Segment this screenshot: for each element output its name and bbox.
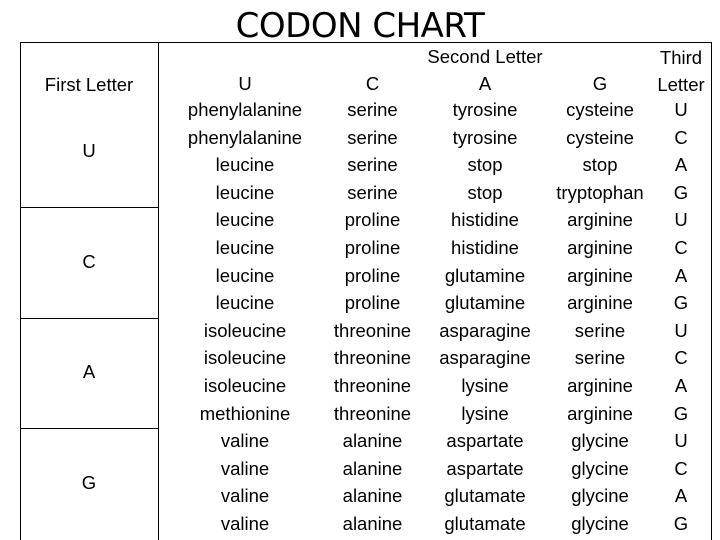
- amino-acid-cell: arginine: [567, 237, 633, 258]
- third-letter-cell: G: [673, 402, 689, 424]
- amino-acid-cell: valine: [220, 485, 270, 507]
- column-header-u: U: [238, 73, 252, 94]
- amino-acid-cell: arginine: [567, 292, 633, 314]
- amino-acid-cell: valine: [220, 430, 270, 452]
- amino-acid-cell: alanine: [342, 513, 403, 534]
- third-letter-cell: U: [674, 430, 688, 452]
- amino-acid-cell: threonine: [333, 319, 412, 341]
- amino-acid-cell: leucine: [215, 209, 275, 231]
- amino-acid-cell: arginine: [567, 209, 633, 231]
- third-letter-cell: C: [674, 126, 688, 148]
- amino-acid-cell: phenylalanine: [187, 126, 303, 148]
- amino-acid-cell: serine: [347, 126, 398, 148]
- amino-acid-cell: isoleucine: [203, 319, 287, 341]
- amino-acid-cell: valine: [220, 457, 270, 479]
- amino-acid-cell: isoleucine: [203, 347, 287, 369]
- amino-acid-cell: threonine: [333, 402, 412, 424]
- third-letter-cell: G: [673, 181, 689, 203]
- amino-acid-cell: phenylalanine: [187, 99, 303, 120]
- first-letter-a: A: [82, 361, 96, 383]
- amino-acid-cell: arginine: [567, 402, 633, 424]
- group-divider-a-g: [20, 428, 159, 429]
- amino-acid-cell: valine: [220, 513, 270, 534]
- amino-acid-cell: alanine: [342, 457, 403, 479]
- amino-acid-cell: aspartate: [446, 457, 524, 479]
- amino-acid-cell: serine: [574, 347, 626, 369]
- third-letter-cell: A: [674, 264, 688, 286]
- amino-acid-cell: leucine: [215, 154, 275, 176]
- first-letter-divider: [158, 42, 159, 540]
- group-divider-c-a: [20, 318, 159, 319]
- amino-acid-cell: threonine: [333, 347, 412, 369]
- amino-acid-cell: glutamate: [444, 513, 526, 534]
- amino-acid-cell: methionine: [199, 402, 291, 424]
- amino-acid-cell: glutamine: [444, 264, 526, 286]
- amino-acid-cell: tyrosine: [452, 99, 518, 120]
- top-border: [20, 42, 712, 43]
- third-letter-header-line1: Third: [659, 47, 703, 68]
- amino-acid-cell: lysine: [461, 402, 509, 424]
- first-letter-g: G: [81, 471, 97, 493]
- amino-acid-cell: cysteine: [566, 99, 634, 120]
- amino-acid-cell: proline: [344, 292, 401, 314]
- chart-title: CODON CHART: [235, 6, 485, 46]
- amino-acid-cell: glycine: [571, 430, 629, 452]
- group-divider-u-c: [20, 207, 159, 208]
- amino-acid-cell: lysine: [461, 375, 509, 396]
- third-letter-cell: C: [674, 457, 688, 479]
- amino-acid-cell: alanine: [342, 430, 403, 452]
- amino-acid-cell: leucine: [215, 181, 275, 203]
- column-header-a: A: [478, 73, 492, 94]
- third-letter-cell: A: [674, 154, 688, 176]
- first-letter-u: U: [82, 140, 96, 162]
- third-letter-cell: C: [674, 237, 688, 258]
- amino-acid-cell: alanine: [342, 485, 403, 507]
- codon-table: [20, 42, 712, 540]
- amino-acid-cell: serine: [347, 99, 398, 120]
- amino-acid-cell: threonine: [333, 375, 412, 396]
- amino-acid-cell: stop: [582, 154, 618, 176]
- column-header-c: C: [365, 73, 380, 94]
- third-letter-cell: G: [673, 513, 689, 534]
- second-letter-header: Second Letter: [427, 46, 543, 67]
- third-letter-cell: U: [674, 319, 688, 341]
- amino-acid-cell: tryptophan: [556, 181, 644, 203]
- amino-acid-cell: histidine: [451, 237, 519, 258]
- amino-acid-cell: leucine: [215, 264, 275, 286]
- third-letter-cell: G: [673, 292, 689, 314]
- amino-acid-cell: asparagine: [439, 319, 531, 341]
- amino-acid-cell: glutamate: [444, 485, 526, 507]
- amino-acid-cell: serine: [574, 319, 626, 341]
- third-letter-cell: C: [674, 347, 688, 369]
- left-border: [20, 42, 21, 540]
- third-letter-header: [650, 44, 712, 98]
- third-letter-cell: A: [674, 485, 688, 507]
- amino-acid-cell: histidine: [451, 209, 519, 231]
- amino-acid-cell: glycine: [571, 457, 629, 479]
- amino-acid-cell: proline: [344, 264, 401, 286]
- amino-acid-cell: glycine: [571, 513, 629, 534]
- amino-acid-cell: stop: [467, 181, 503, 203]
- third-letter-header-line2: Letter: [657, 74, 705, 95]
- third-letter-cell: A: [674, 375, 688, 396]
- amino-acid-cell: arginine: [567, 375, 633, 396]
- amino-acid-cell: serine: [347, 154, 398, 176]
- amino-acid-cell: stop: [467, 154, 503, 176]
- third-letter-cell: U: [674, 209, 688, 231]
- amino-acid-cell: isoleucine: [203, 375, 287, 396]
- amino-acid-cell: arginine: [567, 264, 633, 286]
- amino-acid-cell: aspartate: [446, 430, 524, 452]
- amino-acid-cell: glycine: [571, 485, 629, 507]
- amino-acid-cell: cysteine: [566, 126, 634, 148]
- column-header-g: G: [592, 73, 608, 94]
- amino-acid-cell: asparagine: [439, 347, 531, 369]
- amino-acid-cell: glutamine: [444, 292, 526, 314]
- amino-acid-cell: leucine: [215, 237, 275, 258]
- amino-acid-cell: leucine: [215, 292, 275, 314]
- first-letter-c: C: [82, 250, 96, 272]
- amino-acid-cell: proline: [344, 237, 401, 258]
- amino-acid-cell: tyrosine: [452, 126, 518, 148]
- third-letter-cell: U: [674, 99, 688, 120]
- amino-acid-cell: serine: [347, 181, 398, 203]
- first-letter-header: First Letter: [44, 74, 134, 95]
- amino-acid-cell: proline: [344, 209, 401, 231]
